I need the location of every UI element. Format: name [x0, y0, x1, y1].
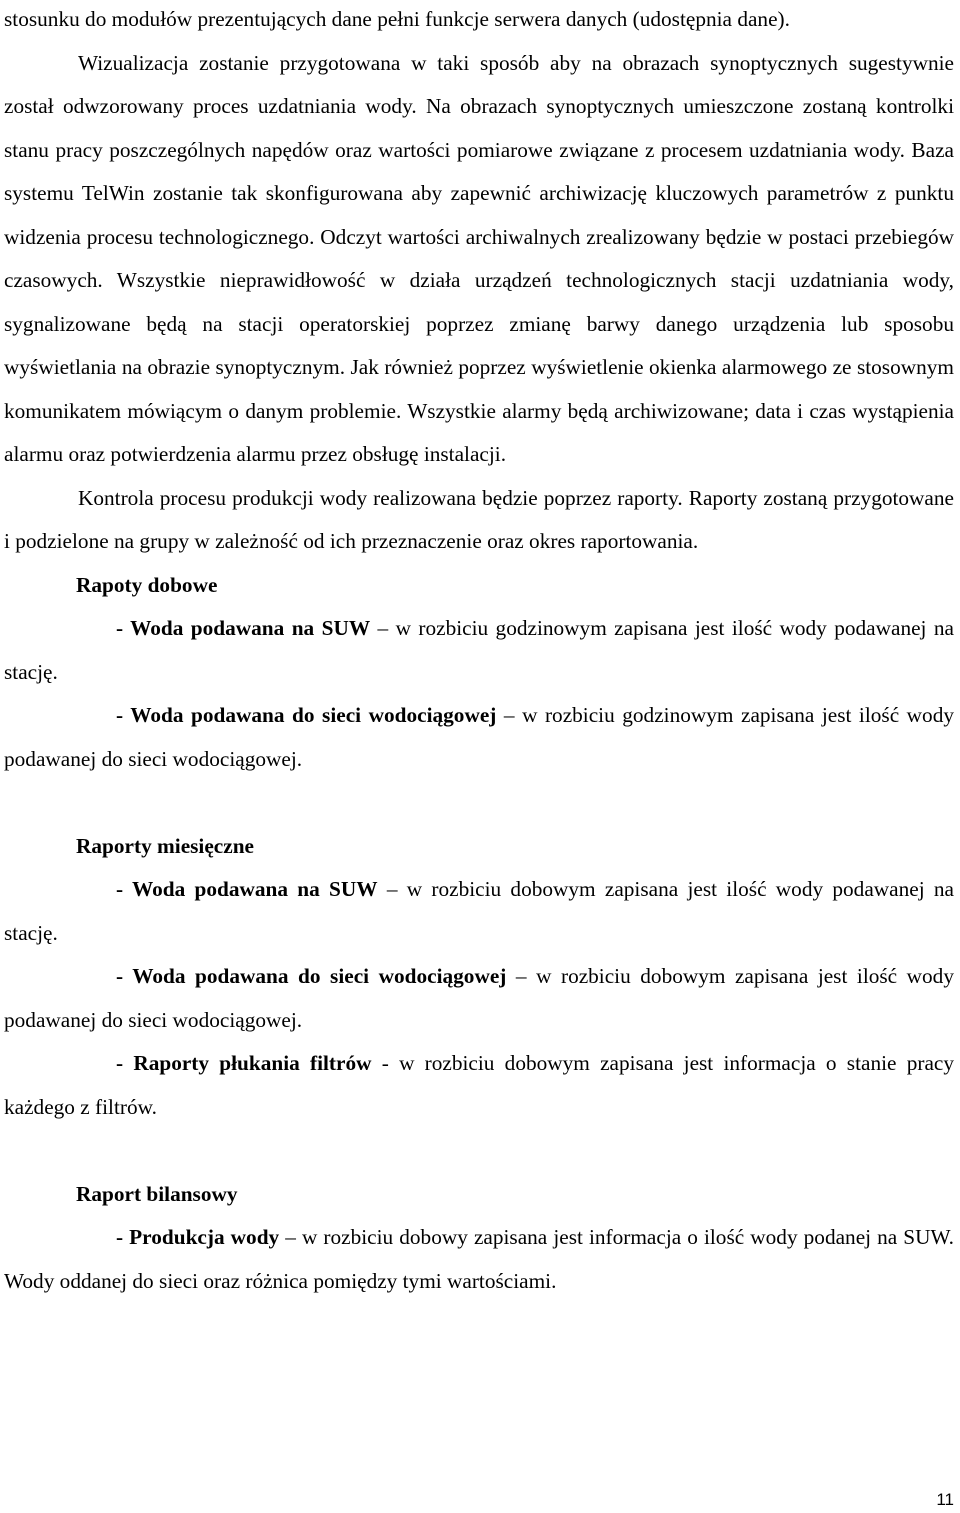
spacer: [4, 781, 954, 825]
report-item-title: - Woda podawana na SUW: [116, 616, 371, 640]
spacer: [4, 1129, 954, 1173]
report-item-description: – w rozbiciu godzinowym zapisana jest ilość wody podawanej do sieci wodociągowej.: [4, 703, 954, 771]
report-item-description: – w rozbiciu dobowy zapisana jest informacja o ilość wody podanej na SUW. Wody oddanej do sieci oraz różnica pomiędzy tymi wartościami.: [4, 1225, 954, 1293]
report-item-description: – w rozbiciu dobowym zapisana jest ilość wody podawanej do sieci wodociągowej.: [4, 964, 954, 1032]
report-item-title: - Woda podawana do sieci wodociągowej: [116, 964, 507, 988]
report-item: [4, 868, 954, 955]
report-item: [4, 607, 954, 694]
report-item: [4, 694, 954, 781]
report-item-title: - Woda podawana do sieci wodociągowej: [116, 703, 497, 727]
report-item-description: - w rozbiciu dobowym zapisana jest informacja o stanie pracy każdego z filtrów.: [4, 1051, 954, 1119]
document-body: [4, 0, 954, 1303]
report-item-title: - Raporty płukania filtrów: [116, 1051, 372, 1075]
paragraph-visualization: Wizualizacja zostanie przygotowana w taki sposób aby na obrazach synoptycznych sugestywnie został odwzorowany proces uzdatniania wody. Na obrazach synoptycznych umieszczone zostaną kontrolki stanu pracy poszczególnych napędów oraz wartości pomiarowe związane z procesem uzdatniania wody. Baza systemu TelWin zostanie tak skonfigurowana aby zapewnić archiwizację kluczowych parametrów z punktu widzenia procesu technologicznego. Odczyt wartości archiwalnych zrealizowany będzie w postaci przebiegów czasowych. Wszystkie nieprawidłowość w działa urządzeń technologicznych stacji uzdatniania wody, sygnalizowane będą na stacji operatorskiej poprzez zmianę barwy danego urządzenia lub sposobu wyświetlania na obrazie synoptycznym. Jak również poprzez wyświetlenie okienka alarmowego ze stosownym komunikatem mówiącym o danym problemie. Wszystkie alarmy będą archiwizowane; data i czas wystąpienia alarmu oraz potwierdzenia alarmu przez obsługę instalacji.: [4, 50, 954, 466]
report-item-title: - Woda podawana na SUW: [116, 877, 378, 901]
section-heading-monthly: Raporty miesięczne: [76, 833, 255, 858]
report-item-title: - Produkcja wody: [116, 1225, 280, 1249]
page-number: 11: [936, 1490, 954, 1509]
report-item: [4, 955, 954, 1042]
report-item-description: – w rozbiciu dobowym zapisana jest ilość wody podawanej na stację.: [4, 877, 954, 945]
section-heading-balance: Raport bilansowy: [76, 1181, 238, 1206]
section-heading-daily: Rapoty dobowe: [76, 572, 218, 597]
paragraph-intro: stosunku do modułów prezentujących dane pełni funkcje serwera danych (udostępnia dane).: [4, 7, 790, 31]
paragraph-reports: Kontrola procesu produkcji wody realizowana będzie poprzez raporty. Raporty zostaną przygotowane i podzielone na grupy w zależność od ich przeznaczenie oraz okres raportowania.: [4, 485, 954, 553]
report-item: [4, 1042, 954, 1129]
report-item-description: – w rozbiciu godzinowym zapisana jest ilość wody podawanej na stację.: [4, 616, 954, 684]
report-item: [4, 1216, 954, 1303]
